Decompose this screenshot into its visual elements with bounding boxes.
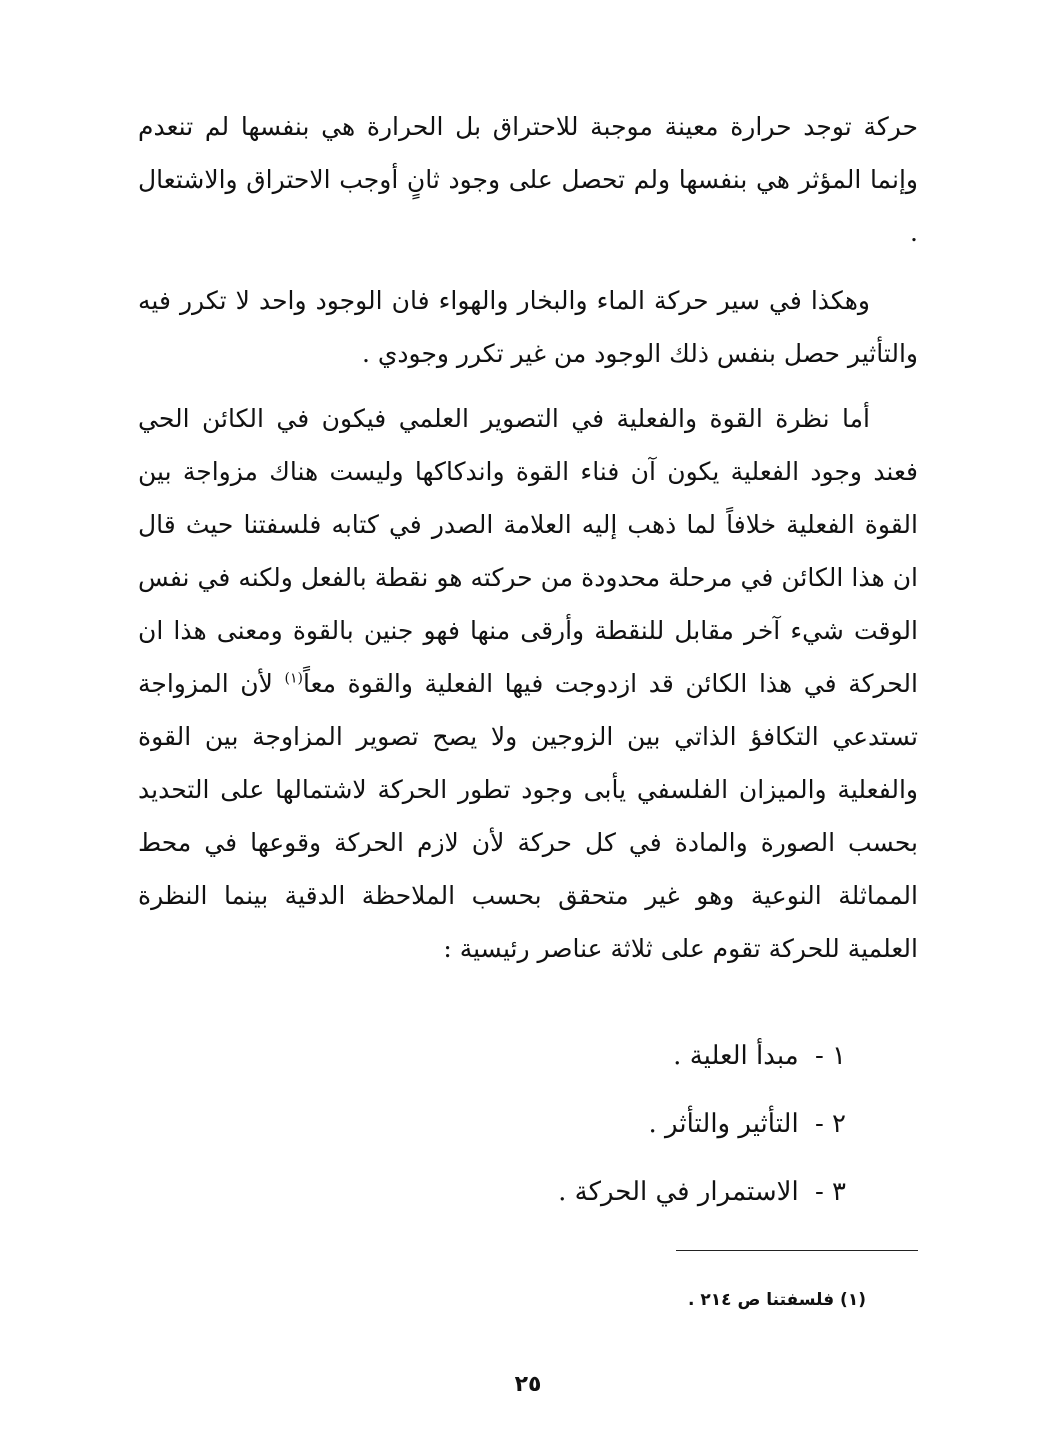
paragraph-3-text-after-ref: لأن المزواجة تستدعي التكافؤ الذاتي بين الزوجين ولا يصح تصوير المزاوجة بين القوة والفعلية والميزان الفلسفي يأبى وجود تطور الحركة لاشتمالها على التحديد بحسب الصورة والمادة في كل حركة لأن لازم الحركة وقوعها في محط المماثلة النوعية وهو غير متحقق بحسب الملاحظة الدقية بينما النظرة العلمية للحركة تقوم على ثلاثة عناصر رئيسية : (138, 669, 919, 963)
paragraph-2-text: وهكذا في سير حركة الماء والبخار والهواء فان الوجود واحد لا تكرر فيه والتأثير حصل بنفس ذلك الوجود من غير تكرر وجودي . (138, 286, 918, 368)
list-item-text: مبدأ العلية . (673, 1041, 799, 1071)
list-item-number: ٣ - (814, 1177, 846, 1207)
footnote-divider (676, 1250, 918, 1251)
list-item-number: ٢ - (814, 1109, 846, 1139)
page-number: ٢٥ (514, 1372, 542, 1397)
paragraph-2 (138, 274, 918, 380)
paragraph-3-text (138, 392, 918, 975)
elements-list (558, 1022, 846, 1226)
paragraph-3-text-before-ref: أما نظرة القوة والفعلية في التصوير العلمي فيكون في الكائن الحي فعند وجود الفعلية يكون آن فناء القوة واندكاكها وليست هناك مزواجة بين القوة الفعلية خلافاً لما ذهب إليه العلامة الصدر في كتابه فلسفتنا حيث قال ان هذا الكائن في مرحلة محدودة من حركته هو نقطة بالفعل ولكنه في نفس الوقت شيء آخر مقابل للنقطة وأرقى منها فهو جنين بالقوة ومعنى هذا ان الحركة في هذا الكائن قد ازدوجت فيها الفعلية والقوة معاً (138, 404, 918, 698)
footnote (688, 1290, 866, 1310)
list-item (558, 1022, 846, 1090)
footnote-reference[interactable]: (١) (284, 670, 303, 687)
list-item-text: الاستمرار في الحركة . (558, 1177, 799, 1207)
list-item (558, 1090, 846, 1158)
list-item (558, 1158, 846, 1226)
list-item-text: التأثير والتأثر . (648, 1109, 799, 1139)
footnote-marker: (١) (840, 1290, 866, 1310)
paragraph-3 (138, 392, 918, 975)
paragraph-1 (138, 100, 918, 259)
footnote-text: فلسفتنا ص ٢١٤ . (688, 1290, 835, 1310)
paragraph-1-text: حركة توجد حرارة معينة موجبة للاحتراق بل الحرارة هي بنفسها لم تنعدم وإنما المؤثر هي بنفسها ولم تحصل على وجود ثانٍ أوجب الاحتراق والاشتعال . (138, 112, 918, 247)
list-item-number: ١ - (814, 1041, 846, 1071)
